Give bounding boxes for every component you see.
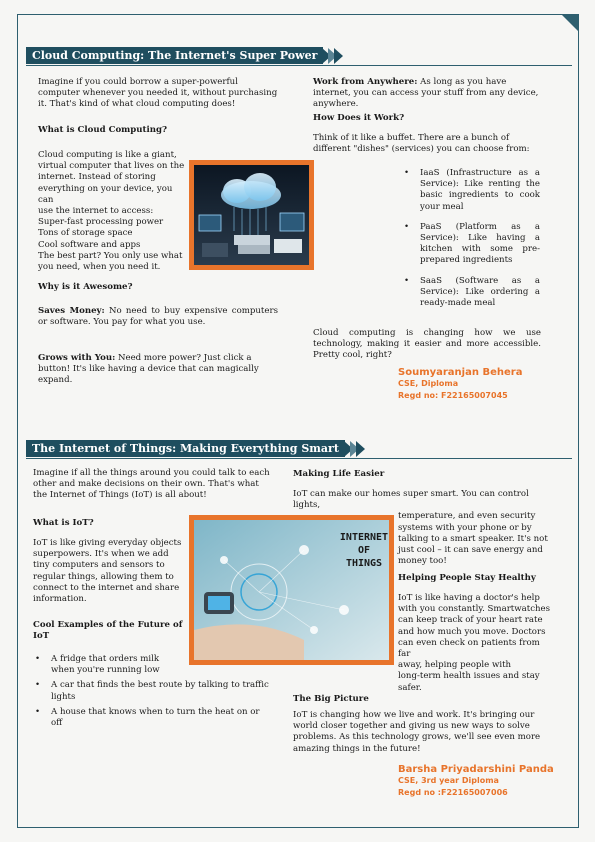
text-line: just cool – it can save energy and (398, 545, 543, 556)
cloud-how-text: Think of it like a buffet. There are a bunch of different "dishes" (services) you can choose from: (313, 133, 530, 155)
cloud-what-heading: What is Cloud Computing? (38, 125, 168, 135)
cloud-illustration-icon (194, 165, 309, 265)
text-line: long-term health issues and stay safer. (398, 671, 540, 693)
text-line: Tons of storage space (38, 228, 133, 239)
cloud-closing: Cloud computing is changing how we use technology, making it easier and more accessible. Pretty cool, right? (313, 328, 541, 361)
cloud-work-anywhere (313, 77, 541, 111)
chevron-decoration-icon (347, 441, 365, 457)
iot-big-heading: The Big Picture (293, 694, 369, 704)
text-line: Super-fast processing power (38, 217, 164, 228)
text-line: can even check on patients from far (398, 637, 540, 660)
author-dept: CSE, Diploma (398, 379, 459, 388)
text-line: systems with your phone or by (398, 522, 532, 533)
iot-section-banner (26, 440, 365, 457)
author-name: Barsha Priyadarshini Panda (398, 764, 554, 775)
iot-image-text-2: OF (357, 545, 371, 556)
text-line: The best part? You only use what (38, 250, 183, 261)
saves-money-text: No need to buy expensive computers or software. You pay for what you use. (38, 306, 278, 328)
iot-image-text-1: INTERNET (339, 532, 389, 543)
iot-examples-list (33, 654, 273, 738)
list-item: • A house that knows when to turn the heat on or off (33, 707, 273, 729)
cloud-author (398, 367, 522, 402)
text-line: IoT is like giving everyday objects (33, 538, 182, 548)
iot-making-heading: Making Life Easier (293, 469, 385, 479)
cloud-computing-image (189, 160, 314, 270)
frame-corner (561, 14, 579, 32)
cloud-why-heading: Why is it Awesome? (38, 282, 133, 292)
text-line: regular things, allowing them to (33, 571, 174, 582)
text-line: everything on your device, you can (38, 183, 173, 205)
list-item: • A fridge that orders milk when you're running low (33, 654, 181, 676)
work-anywhere-text: As long as you have internet, you can access your stuff from any device, anywhere. (313, 77, 539, 110)
iot-intro: Imagine if all the things around you could talk to each other and make decisions on their own. That's what the Internet of Things (IoT) is all about! (33, 468, 270, 501)
saves-money-label: Saves Money: (38, 306, 105, 316)
grows-label: Grows with You: (38, 353, 116, 363)
iot-what-text (33, 538, 183, 605)
author-regd: Regd no: F22165007045 (398, 391, 508, 400)
text-line: and how much you move. Doctors (398, 626, 546, 637)
cloud-services-list (402, 168, 540, 318)
cloud-how-heading: How Does it Work? (313, 113, 405, 123)
text-line: can keep track of your heart rate (398, 615, 543, 626)
list-item: • IaaS (Infrastructure as a Service): Like renting the basic ingredients to cook your meal (402, 168, 540, 213)
text-line: temperature, and even security (398, 511, 536, 522)
cloud-section-banner (26, 47, 343, 64)
text-line: IoT can make our homes super smart. You can control lights, (293, 489, 529, 511)
author-dept: CSE, 3rd year Diploma (398, 776, 499, 785)
list-item: • A car that finds the best route by talking to traffic lights (33, 680, 273, 702)
text-line: IoT is like having a doctor's help (398, 593, 540, 603)
text-line: virtual computer that lives on the (38, 161, 185, 172)
text-line: Cool software and apps (38, 239, 141, 250)
cloud-banner-rule (26, 65, 572, 66)
text-line: money too! (398, 556, 447, 567)
iot-healthy-text (398, 593, 551, 694)
text-line: tiny computers and sensors to (33, 560, 165, 571)
work-anywhere-label: Work from Anywhere: (313, 77, 418, 87)
iot-section-title: The Internet of Things: Making Everything Smart (26, 440, 345, 457)
text-line: you need, when you need it. (38, 262, 161, 273)
cloud-grows (38, 353, 278, 387)
chevron-decoration-icon (325, 48, 343, 64)
iot-healthy-heading: Helping People Stay Healthy (398, 573, 536, 583)
cloud-section-title: Cloud Computing: The Internet's Super Power (26, 47, 323, 64)
cloud-intro: Imagine if you could borrow a super-powerful computer whenever you needed it, without purchasing it. That's kind of what cloud computing does! (38, 77, 278, 110)
text-line: superpowers. It's when we add (33, 549, 169, 560)
text-line: talking to a smart speaker. It's not (398, 533, 548, 544)
text-line: with you constantly. Smartwatches (398, 604, 551, 615)
text-line: use the internet to access: (38, 206, 154, 217)
list-item: • SaaS (Software as a Service): Like ordering a ready-made meal (402, 276, 540, 310)
text-line: information. (33, 594, 87, 605)
iot-making-text (293, 489, 551, 567)
iot-cool-heading: Cool Examples of the Future of IoT (33, 620, 183, 642)
text-line: Cloud computing is like a giant, (38, 150, 177, 160)
author-regd: Regd no :F22165007006 (398, 788, 508, 797)
iot-what-heading: What is IoT? (33, 518, 94, 528)
iot-banner-rule (26, 458, 572, 459)
text-line: away, helping people with (398, 660, 512, 671)
grows-text: Need more power? Just click a button! It's like having a device that can magically expand. (38, 353, 259, 386)
iot-image-text-3: THINGS (345, 558, 383, 569)
list-item: • PaaS (Platform as a Service): Like having a kitchen with some pre-prepared ingredients (402, 222, 540, 267)
text-line: internet. Instead of storing (38, 172, 156, 183)
iot-author (398, 764, 554, 799)
author-name: Soumyaranjan Behera (398, 367, 523, 378)
cloud-saves-money (38, 306, 278, 328)
cloud-what-text (38, 150, 186, 273)
text-line: connect to the internet and share (33, 582, 180, 593)
iot-big-text: IoT is changing how we live and work. It's bringing our world closer together and giving us new ways to solve problems. As this technology grows, we'll see even more amazing things in the future! (293, 710, 541, 754)
